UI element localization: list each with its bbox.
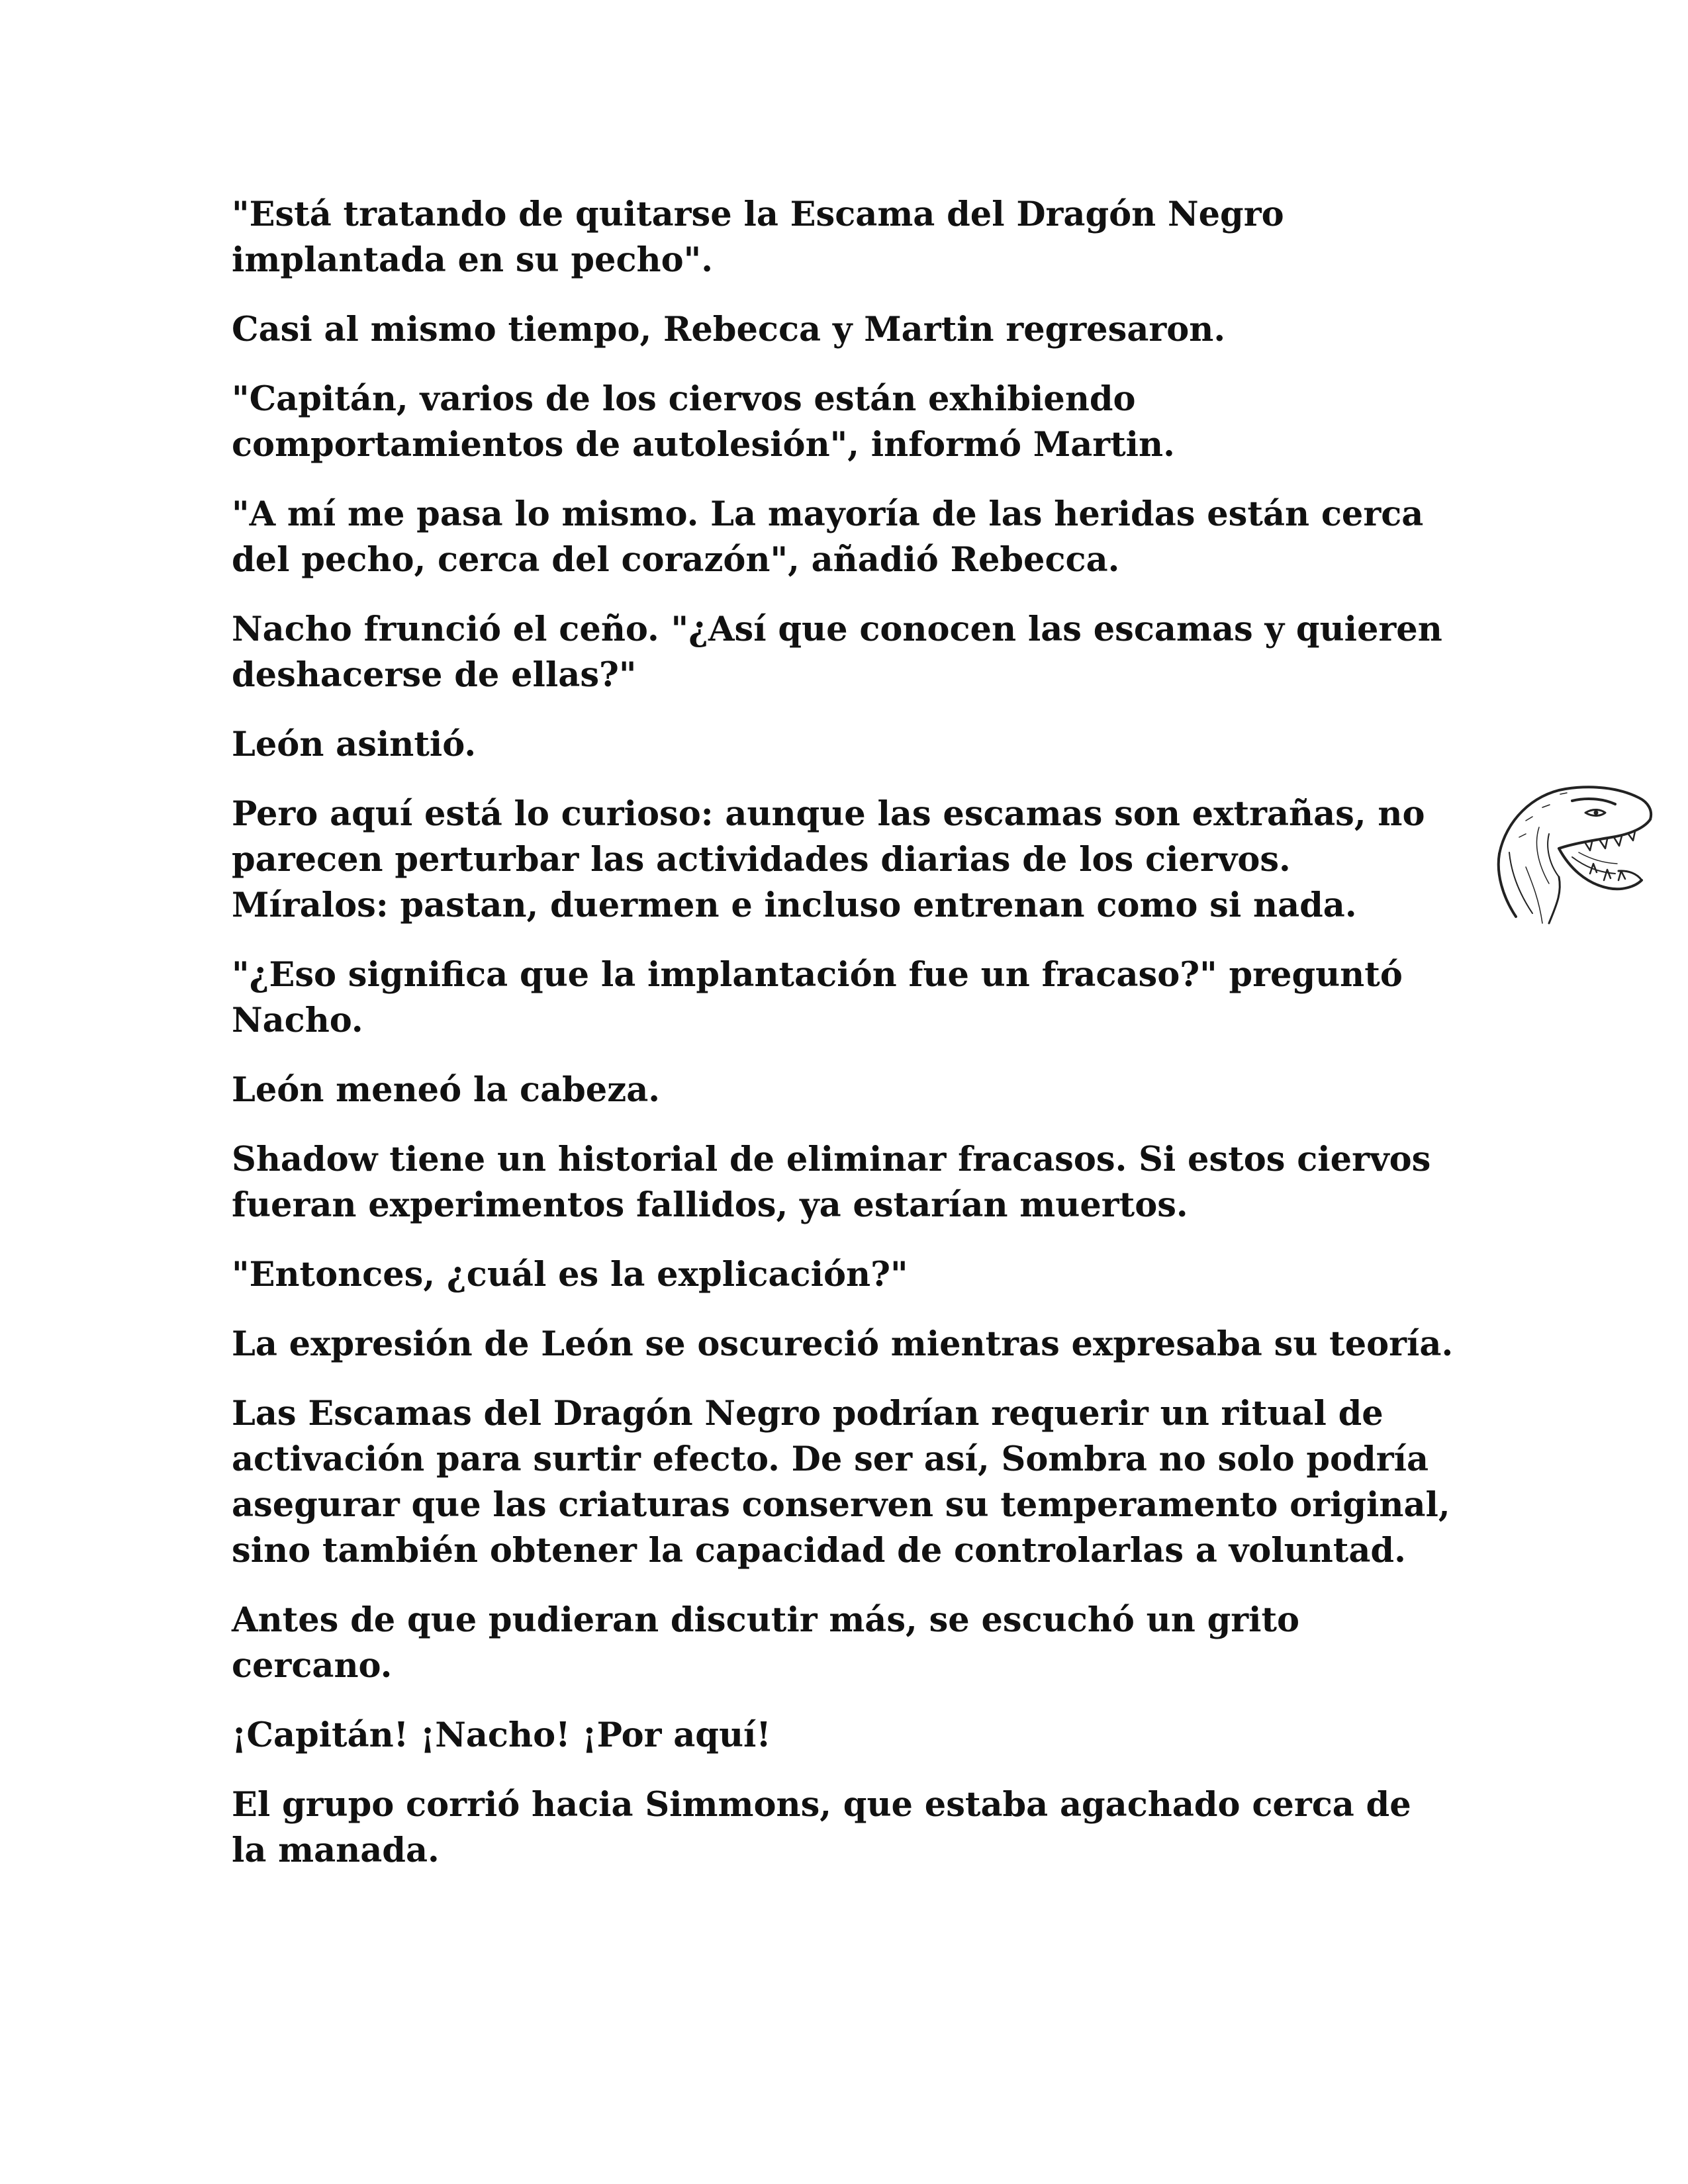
story-text	[232, 192, 1456, 1897]
paragraph-7: Pero aquí está lo curioso: aunque las escamas son extrañas, no parecen perturbar las actividades diarias de los ciervos. Míralos: pastan, duermen e incluso entrenan como si nada.	[232, 794, 1425, 925]
paragraph-16: El grupo corrió hacia Simmons, que estaba agachado cerca de la manada.	[232, 1785, 1411, 1870]
paragraph-5: Nacho frunció el ceño. "¿Así que conocen las escamas y quieren deshacerse de ellas?"	[232, 610, 1442, 695]
paragraph-3: "Capitán, varios de los ciervos están exhibiendo comportamientos de autolesión", informó Martin.	[232, 379, 1175, 465]
paragraph-6: León asintió.	[232, 725, 477, 764]
dinosaur-head-sketch-icon	[1486, 774, 1665, 930]
paragraph-15: ¡Capitán! ¡Nacho! ¡Por aquí!	[232, 1715, 771, 1755]
paragraph-9: León meneó la cabeza.	[232, 1070, 661, 1110]
paragraph-8: "¿Eso significa que la implantación fue un fracaso?" preguntó Nacho.	[232, 955, 1403, 1040]
paragraph-10: Shadow tiene un historial de eliminar fracasos. Si estos ciervos fueran experimentos fallidos, ya estarían muertos.	[232, 1140, 1431, 1225]
paragraph-14: Antes de que pudieran discutir más, se escuchó un grito cercano.	[232, 1600, 1300, 1686]
paragraph-2: Casi al mismo tiempo, Rebecca y Martin regresaron.	[232, 310, 1226, 349]
paragraph-12: La expresión de León se oscureció mientras expresaba su teoría.	[232, 1324, 1454, 1364]
paragraph-1: "Está tratando de quitarse la Escama del Dragón Negro implantada en su pecho".	[232, 195, 1284, 280]
paragraph-4: "A mí me pasa lo mismo. La mayoría de las heridas están cerca del pecho, cerca del corazón", añadió Rebecca.	[232, 494, 1424, 580]
paragraph-11: "Entonces, ¿cuál es la explicación?"	[232, 1255, 908, 1295]
paragraph-13: Las Escamas del Dragón Negro podrían requerir un ritual de activación para surtir efecto. De ser así, Sombra no solo podría asegurar que las criaturas conserven su temperamento original, sino también obtener la capacidad de controlarlas a voluntad.	[232, 1394, 1450, 1570]
